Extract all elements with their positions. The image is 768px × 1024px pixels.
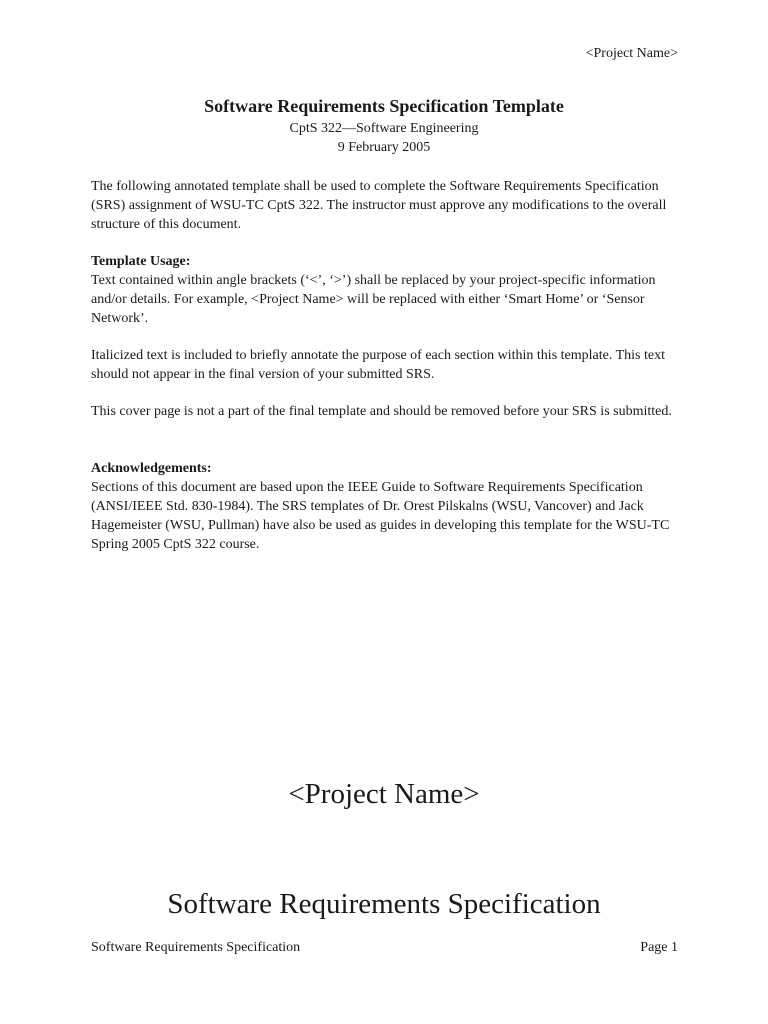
footer-page-number: Page 1 xyxy=(640,940,678,955)
template-usage-paragraph-2: Italicized text is included to briefly annotate the purpose of each section within this template. This text should not appear in the final version of your submitted SRS. xyxy=(91,348,665,382)
template-usage-section xyxy=(91,252,681,328)
template-usage-paragraph-3: This cover page is not a part of the final template and should be removed before your SRS is submitted. xyxy=(91,404,672,419)
intro-section xyxy=(91,177,681,234)
cover-note-section xyxy=(91,402,681,421)
date-subtitle: 9 February 2005 xyxy=(337,140,431,155)
cover-document-title: Software Requirements Specification xyxy=(167,888,601,920)
acknowledgements-section xyxy=(91,459,681,554)
course-subtitle: CptS 322—Software Engineering xyxy=(289,121,479,136)
acknowledgements-heading: Acknowledgements: xyxy=(91,461,212,476)
template-usage-heading: Template Usage: xyxy=(91,254,191,269)
running-header-project-name: <Project Name> xyxy=(585,46,678,61)
acknowledgements-paragraph: Sections of this document are based upon the IEEE Guide to Software Requirements Specification (ANSI/IEEE Std. 830-1984). The SRS templates of Dr. Orest Pilskalns (WSU, Vancover) and Jack Hagemeister (WSU, Pullman) have also be used as guides in developing this template for the WSU-TC Spring 2005 CptS 322 course. xyxy=(91,480,670,552)
cover-project-name: <Project Name> xyxy=(288,778,480,810)
italic-note-section xyxy=(91,346,681,384)
template-title: Software Requirements Specification Template xyxy=(204,96,564,116)
intro-paragraph: The following annotated template shall be used to complete the Software Requirements Specification (SRS) assignment of WSU-TC CptS 322. The instructor must approve any modifications to the overall structure of this document. xyxy=(91,179,667,232)
template-usage-paragraph-1: Text contained within angle brackets (‘<’, ‘>’) shall be replaced by your project-specific information and/or details. For example, <Project Name> will be replaced with either ‘Smart Home’ or ‘Sensor Network’. xyxy=(91,273,656,326)
footer-document-title: Software Requirements Specification xyxy=(91,940,301,955)
